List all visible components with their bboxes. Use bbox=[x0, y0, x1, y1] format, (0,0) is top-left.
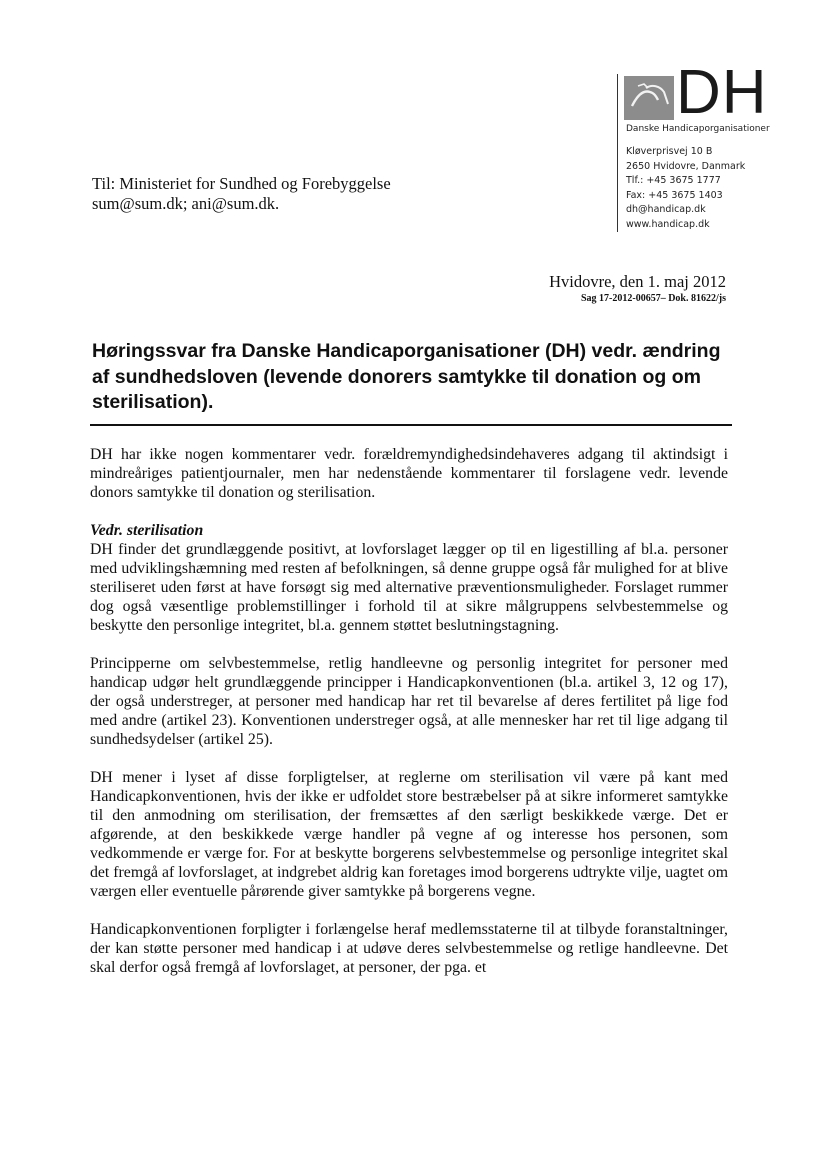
case-reference: Sag 17-2012-00657– Dok. 81622/js bbox=[580, 293, 726, 304]
recipient-emails: sum@sum.dk; ani@sum.dk. bbox=[92, 194, 280, 213]
address-street: Kløverprisvej 10 B bbox=[626, 146, 713, 157]
org-name: Danske Handicaporganisationer bbox=[626, 124, 770, 134]
section-heading: Vedr. sterilisation bbox=[90, 522, 204, 539]
letter-body bbox=[90, 445, 728, 996]
address-city: 2650 Hvidovre, Danmark bbox=[626, 160, 746, 172]
body-paragraph: DH mener i lyset af disse forpligtelser, at reglerne om sterilisation vil være på kant med Handicapkonventionen, hvis der ikke er udfoldet store bestræbelser på at sikre informeret samtykke til den anmodning om sterilisation, der fremsættes af den særligt beskikkede værge. Det er afgørende, at den beskikkede værge handler på vegne af og interesse hos personen, som vedkommende er værge for. For at beskytte borgerens selvbestemmelse og personlige integritet skal det fremgå af lovforslaget, at indgrebet aldrig kan foretages imod borgerens udtrykte vilje, uagtet om værgen eller eventuelle pårørende giver samtykke på borgerens vegne. bbox=[90, 769, 728, 900]
recipient-name: Til: Ministeriet for Sundhed og Forebyggelse bbox=[92, 174, 391, 193]
address-website: www.handicap.dk bbox=[626, 218, 710, 230]
letterhead-divider bbox=[617, 74, 618, 232]
address-email: dh@handicap.dk bbox=[626, 204, 706, 216]
sender-address bbox=[626, 145, 745, 233]
address-phone: Tlf.: +45 3675 1777 bbox=[626, 175, 721, 187]
body-paragraph: DH finder det grundlæggende positivt, at lovforslaget lægger op til en ligestilling af bl.a. personer med udviklingshæmning med resten af befolkningen, så denne gruppe også får mulighed for at blive steriliseret uden først at have forsøgt sig med alternative præventionsmuligheder. Forslaget rummer dog også væsentlige problemstillinger i forhold til at sikre målgruppens selvbestemmelse og beskytte den personlige integritet, bl.a. gennem støttet beslutningstagning. bbox=[90, 541, 728, 634]
body-paragraph: Handicapkonventionen forpligter i forlængelse heraf medlemsstaterne til at tilbyde foranstaltninger, der kan støtte personer med handicap i at udøve deres selvbestemmelse og retlige handleevne. Det skal derfor også fremgå af lovforslaget, at personer, der pga. et bbox=[90, 921, 728, 976]
body-paragraph: Principperne om selvbestemmelse, retlig handleevne og personlig integritet for personer med handicap udgør helt grundlæggende principper i Handicapkonventionen (bl.a. artikel 3, 12 og 17), der også understreger, at personer med handicap har ret til bevarelse af deres fertilitet på lige fod med andre (artikel 23). Konventionen understreger også, at alle mennesker har ret til lige adgang til sundhedsydelser (artikel 25). bbox=[90, 655, 728, 748]
title-underline bbox=[90, 424, 732, 426]
recipient-block bbox=[92, 174, 391, 214]
intro-paragraph: DH har ikke nogen kommentarer vedr. forældremyndighedsindehaveres adgang til aktindsigt i mindreåriges patientjournaler, men har nedenstående kommentarer til forslagene vedr. levende donors samtykke til donation og sterilisation. bbox=[90, 446, 728, 501]
address-fax: Fax: +45 3675 1403 bbox=[626, 189, 723, 201]
dh-logo-icon bbox=[624, 76, 674, 120]
dateline: Hvidovre, den 1. maj 2012 bbox=[549, 272, 726, 291]
document-title: Høringssvar fra Danske Handicaporganisationer (DH) vedr. ændring af sundhedsloven (levende donorers samtykke til donation og om sterilisation). bbox=[92, 340, 721, 413]
logo-letters: DH bbox=[676, 58, 768, 127]
